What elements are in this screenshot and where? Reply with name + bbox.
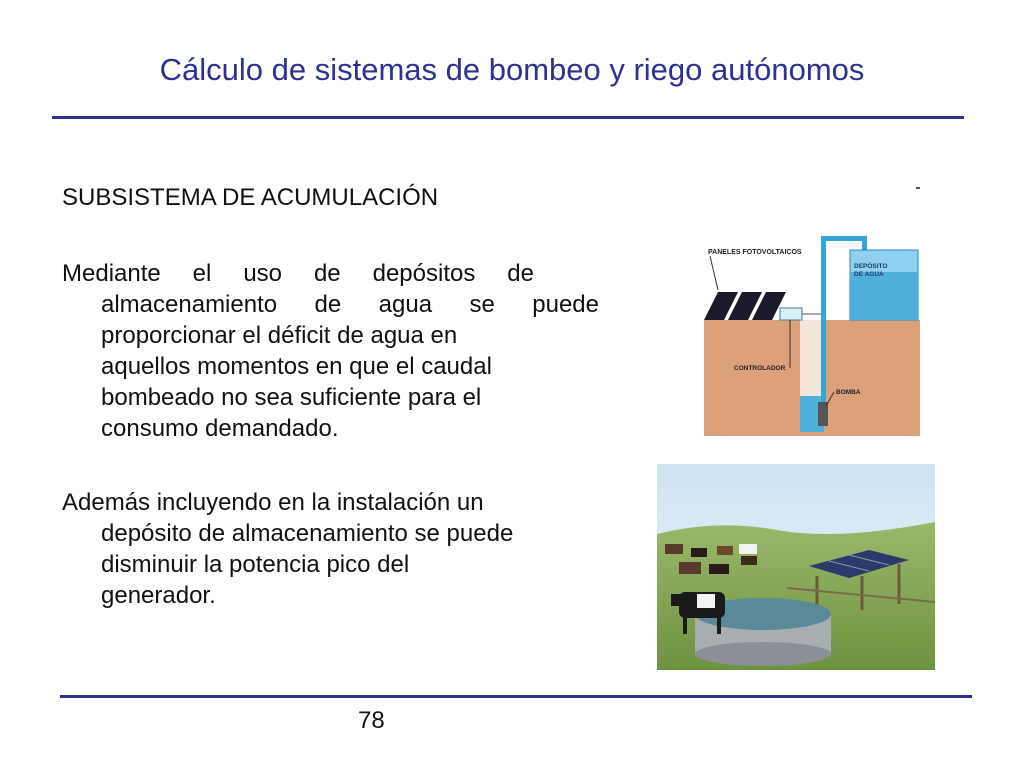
solar-panels-icon [704,292,786,320]
pipe [821,236,826,426]
stray-mark [916,187,920,189]
label-panels: PANELES FOTOVOLTAICOS [708,249,802,256]
paragraph-line: Además incluyendo en la instalación un [62,489,484,516]
paragraph-line: disminuir la potencia pico del [101,551,410,578]
paragraph-generator [62,487,622,611]
paragraph-line: generador. [101,582,216,609]
slide-title: Cálculo de sistemas de bombeo y riego autónomos [159,52,865,87]
paragraph-line: aquellos momentos en que el caudal [101,353,492,380]
paragraph-line: almacenamiento de agua se puede [101,291,599,318]
label-tank: DEPÓSITO [854,263,888,270]
paragraph-continuation [62,289,601,444]
page-number: 78 [358,707,385,734]
label-pump: BOMBA [836,389,861,396]
top-divider [52,116,964,119]
paragraph-line: Mediante el uso de depósitos de [62,260,534,287]
paragraph-deposits [62,258,622,444]
label-tank: DE AGUA [854,271,884,278]
paragraph-line: depósito de almacenamiento se puede [101,520,514,547]
field-installation-photo [657,464,935,670]
paragraph-line: proporcionar el déficit de agua en [101,322,458,349]
label-controller: CONTROLADOR [734,365,786,372]
bottom-divider [60,695,972,698]
paragraph-line: bombeado no sea suficiente para el [101,384,482,411]
section-heading: SUBSISTEMA DE ACUMULACIÓN [62,184,439,211]
controller-icon [780,308,802,320]
pumping-diagram [704,228,920,436]
paragraph-continuation [62,518,601,611]
paragraph-line: consumo demandado. [101,415,339,442]
